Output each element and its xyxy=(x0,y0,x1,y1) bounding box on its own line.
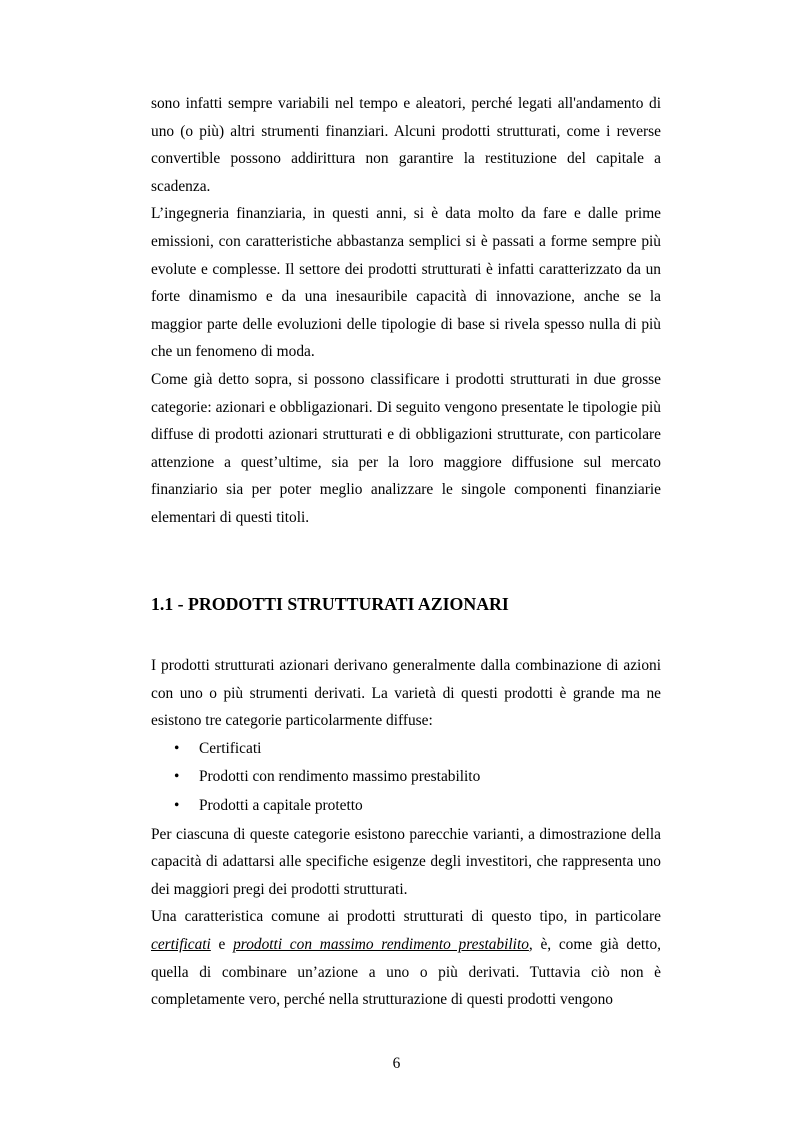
bullet-icon: • xyxy=(174,739,180,757)
text-run: e xyxy=(210,935,234,953)
page-number: 6 xyxy=(392,1055,401,1072)
text-run: , è, come già detto, quella di combinare un’azione a uno o più derivati. Tuttavia ciò non è completamente vero, perché nella strutturazione di questi prodotti vengono xyxy=(151,935,661,1009)
list-item xyxy=(151,735,661,764)
paragraph: L’ingegneria finanziaria, in questi anni, si è data molto da fare e dalle prime emissioni, con caratteristiche abbastanza semplici si è passati a forme sempre più evolute e complesse. Il settore dei prodotti strutturati è infatti caratterizzato da un forte dinamismo e da una inesauribile capacità di innovazione, anche se la maggior parte delle evoluzioni delle tipologie di base si rivela spesso nulla di più che un fenomeno di moda. xyxy=(151,205,661,361)
list-item xyxy=(151,763,661,792)
link-certificati[interactable]: certificati xyxy=(151,935,211,953)
paragraph xyxy=(151,903,661,1013)
bullet-icon: • xyxy=(174,796,180,814)
list-item-label: Prodotti con rendimento massimo prestabilito xyxy=(199,768,481,786)
intro-text xyxy=(151,90,661,532)
section-heading: 1.1 - PRODOTTI STRUTTURATI AZIONARI xyxy=(151,594,509,614)
link-prodotti-rendimento[interactable]: prodotti con massimo rendimento prestabilito xyxy=(233,935,529,953)
list-item-label: Prodotti a capitale protetto xyxy=(199,796,363,814)
list-item-label: Certificati xyxy=(199,739,262,757)
bullet-icon: • xyxy=(174,768,180,786)
paragraph: Come già detto sopra, si possono classificare i prodotti strutturati in due grosse categorie: azionari e obbligazionari. Di seguito vengono presentate le tipologie più diffuse di prodotti azionari strutturati e di obbligazioni strutturate, con particolare attenzione a quest’ultime, sia per la loro maggiore diffusione sul mercato finanziario sia per poter meglio analizzare le singole componenti finanziarie elementari di questi titoli. xyxy=(151,370,661,526)
bullet-list xyxy=(151,735,661,821)
list-item xyxy=(151,792,661,821)
text-run: Una caratteristica comune ai prodotti strutturati di questo tipo, in particolare xyxy=(151,908,661,926)
section-body xyxy=(151,652,661,1014)
paragraph: sono infatti sempre variabili nel tempo e aleatori, perché legati all'andamento di uno (o più) altri strumenti finanziari. Alcuni prodotti strutturati, come i reverse convertible possono addirittura non garantire la restituzione del capitale a scadenza. xyxy=(151,95,661,195)
paragraph: Per ciascuna di queste categorie esistono parecchie varianti, a dimostrazione della capacità di adattarsi alle specifiche esigenze degli investitori, che rappresenta uno dei maggiori pregi dei prodotti strutturati. xyxy=(151,825,661,898)
section-intro-paragraph: I prodotti strutturati azionari derivano generalmente dalla combinazione di azioni con uno o più strumenti derivati. La varietà di questi prodotti è grande ma ne esistono tre categorie particolarmente diffuse: xyxy=(151,657,661,730)
